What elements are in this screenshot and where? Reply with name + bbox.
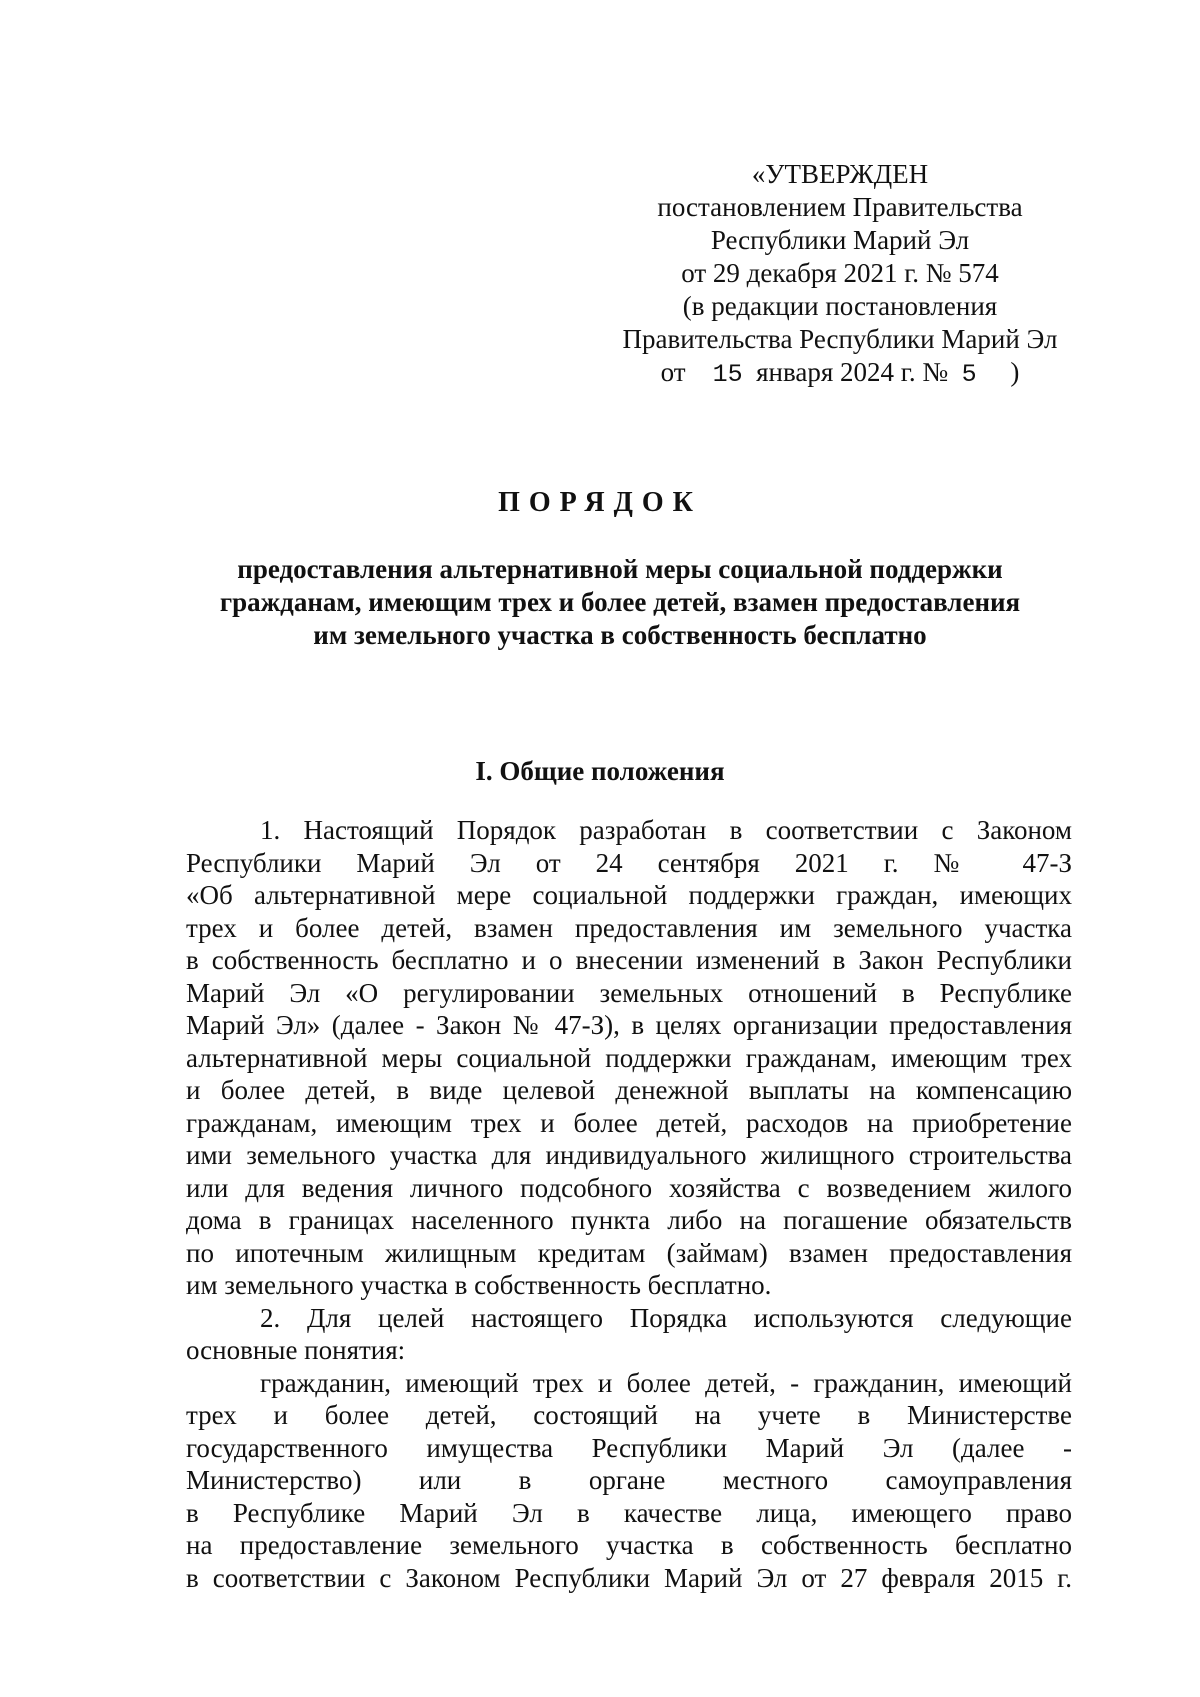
body-line: в Республике Марий Эл в качестве лица, имеющего право — [186, 1497, 1072, 1528]
body-line: гражданин, имеющий трех и более детей, - гражданин, имеющий — [260, 1367, 1072, 1398]
approval-line-6: Правительства Республики Марий Эл — [622, 324, 1058, 354]
subtitle-line-3: им земельного участка в собственность бесплатно — [313, 620, 927, 650]
approval-line-4: от 29 декабря 2021 г. № 574 — [681, 258, 999, 288]
approval-line-1: «УТВЕРЖДЕН — [751, 159, 929, 189]
body-line: Марий Эл «О регулировании земельных отношений в Республике — [186, 977, 1072, 1008]
body-line: в соответствии с Законом Республики Марий Эл от 27 февраля 2015 г. — [186, 1562, 1072, 1593]
body-line: 1. Настоящий Порядок разработан в соответствии с Законом — [260, 815, 1072, 845]
body-line: трех и более детей, взамен предоставления им земельного участка — [186, 912, 1072, 943]
subtitle-line-1: предоставления альтернативной меры социальной поддержки — [237, 554, 1003, 584]
approval-date-number: 5 — [961, 360, 977, 389]
body-line: Марий Эл» (далее - Закон № 47-З), в целях организации предоставления — [186, 1010, 1072, 1040]
body-line: ими земельного участка для индивидуального жилищного строительства — [186, 1140, 1072, 1170]
body-line: в собственность бесплатно и о внесении изменений в Закон Республики — [186, 945, 1072, 975]
body-line: Министерство) или в органе местного самоуправления — [186, 1465, 1072, 1495]
approval-date-suffix: ) — [1010, 357, 1020, 387]
section-heading: I. Общие положения — [475, 756, 725, 786]
document-subtitle — [180, 553, 1060, 652]
approval-date-middle: января 2024 г. № — [756, 357, 949, 387]
body-line: 2. Для целей настоящего Порядка используются следующие — [260, 1302, 1072, 1333]
body-line: на предоставление земельного участка в собственность бесплатно — [186, 1530, 1072, 1560]
body-line: гражданам, имеющим трех и более детей, расходов на приобретение — [186, 1107, 1072, 1138]
body-line: Республики Марий Эл от 24 сентября 2021 г. № 47-З — [186, 847, 1072, 878]
subtitle-line-2: гражданам, имеющим трех и более детей, взамен предоставления — [219, 587, 1021, 617]
document-title: ПОРЯДОК — [498, 487, 702, 518]
body-line: или для ведения личного подсобного хозяйства с возведением жилого — [186, 1172, 1072, 1203]
approval-date-day: 15 — [712, 360, 743, 389]
body-line: трех и более детей, состоящий на учете в Министерстве — [186, 1400, 1072, 1430]
body-line: по ипотечным жилищным кредитам (займам) взамен предоставления — [186, 1237, 1072, 1268]
body-line: основные понятия: — [186, 1335, 406, 1365]
body-line: им земельного участка в собственность бесплатно. — [186, 1270, 772, 1300]
body-line: «Об альтернативной мере социальной поддержки граждан, имеющих — [186, 880, 1072, 910]
approval-line-3: Республики Марий Эл — [710, 225, 970, 255]
body-line: государственного имущества Республики Марий Эл (далее - — [186, 1432, 1072, 1463]
body-line: альтернативной меры социальной поддержки гражданам, имеющим трех — [186, 1042, 1072, 1073]
approval-line-7 — [590, 356, 1090, 391]
document-body — [186, 814, 1072, 1594]
approval-stamp-block — [590, 158, 1090, 391]
body-line: и более детей, в виде целевой денежной выплаты на компенсацию — [186, 1075, 1072, 1105]
approval-line-2: постановлением Правительства — [657, 192, 1023, 222]
approval-date-prefix: от — [660, 357, 686, 387]
body-line: дома в границах населенного пункта либо на погашение обязательств — [186, 1205, 1072, 1235]
approval-line-5: (в редакции постановления — [682, 291, 998, 321]
